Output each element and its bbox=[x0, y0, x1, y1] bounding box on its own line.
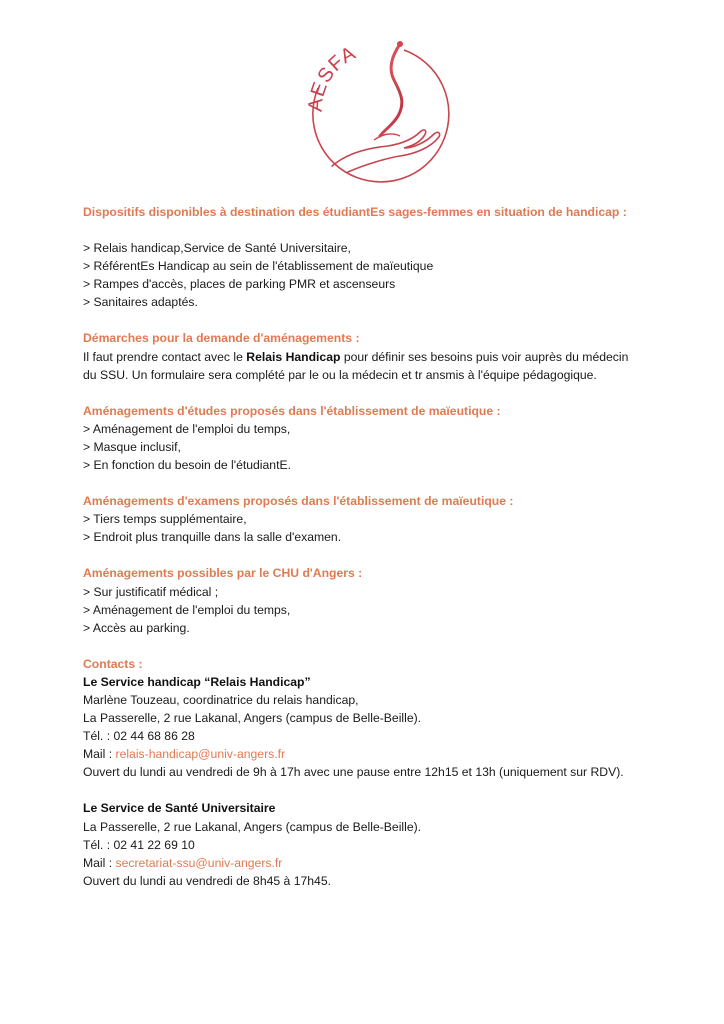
demarches-heading: Démarches pour la demande d'aménagements : bbox=[83, 331, 360, 346]
demarches-text-before: Il faut prendre contact avec le bbox=[83, 349, 247, 364]
relais-service-name: Le Service handicap “Relais Handicap” bbox=[83, 674, 311, 689]
relais-handicap-emphasis: Relais Handicap bbox=[246, 349, 341, 364]
relais-mail-label: Mail : bbox=[83, 747, 116, 762]
list-item: > Endroit plus tranquille dans la salle d'examen. bbox=[83, 530, 342, 545]
relais-email-link[interactable]: relais-handicap@univ-angers.fr bbox=[115, 747, 286, 762]
list-item: > Aménagement de l'emploi du temps, bbox=[83, 602, 291, 617]
ssu-hours: Ouvert du lundi au vendredi de 8h45 à 17h45. bbox=[83, 873, 331, 888]
list-item: > Masque inclusif, bbox=[83, 439, 181, 454]
relais-phone: Tél. : 02 44 68 86 28 bbox=[83, 729, 195, 744]
examens-heading: Aménagements d'examens proposés dans l'établissement de maïeutique : bbox=[83, 494, 514, 509]
demarches-paragraph bbox=[83, 348, 643, 384]
demarches-text-after: pour définir ses besoins puis voir auprès du médecin du SSU. Un formulaire sera complété par le ou la médecin et tr ansmis à l'équipe pédagogique. bbox=[83, 349, 629, 382]
list-item: > Sur justificatif médical ; bbox=[83, 584, 219, 599]
ssu-email-link[interactable]: secretariat-ssu@univ-angers.fr bbox=[115, 855, 283, 870]
ssu-mail-line bbox=[83, 854, 643, 872]
relais-address: La Passerelle, 2 rue Lakanal, Angers (campus de Belle-Beille). bbox=[83, 711, 422, 726]
ssu-service-name: Le Service de Santé Universitaire bbox=[83, 801, 276, 816]
relais-hours: Ouvert du lundi au vendredi de 9h à 17h avec une pause entre 12h15 et 13h (uniquement sur RDV). bbox=[83, 765, 624, 780]
list-item: > En fonction du besoin de l'étudiantE. bbox=[83, 458, 291, 473]
list-item: > Rampes d'accès, places de parking PMR et ascenseurs bbox=[83, 277, 396, 292]
contacts-heading: Contacts : bbox=[83, 656, 143, 671]
relais-person: Marlène Touzeau, coordinatrice du relais handicap, bbox=[83, 692, 359, 707]
relais-mail-line bbox=[83, 745, 643, 763]
aesfa-logo bbox=[296, 36, 456, 192]
logo-text: AESFA bbox=[304, 41, 360, 113]
ssu-address: La Passerelle, 2 rue Lakanal, Angers (campus de Belle-Beille). bbox=[83, 819, 422, 834]
etudes-heading: Aménagements d'études proposés dans l'établissement de maïeutique : bbox=[83, 403, 501, 418]
chu-heading: Aménagements possibles par le CHU d'Angers : bbox=[83, 566, 363, 581]
list-item: > Accès au parking. bbox=[83, 620, 190, 635]
ssu-phone: Tél. : 02 41 22 69 10 bbox=[83, 837, 195, 852]
ssu-mail-label: Mail : bbox=[83, 855, 116, 870]
list-item: > Tiers temps supplémentaire, bbox=[83, 512, 247, 527]
list-item: > RéférentEs Handicap au sein de l'établissement de maïeutique bbox=[83, 259, 434, 274]
svg-text:AESFA bbox=[305, 42, 360, 113]
list-item: > Aménagement de l'emploi du temps, bbox=[83, 421, 291, 436]
list-item: > Sanitaires adaptés. bbox=[83, 295, 198, 310]
list-item: > Relais handicap,Service de Santé Universitaire, bbox=[83, 241, 351, 256]
dispositifs-heading: Dispositifs disponibles à destination des étudiantEs sages-femmes en situation de handicap : bbox=[83, 205, 627, 219]
main-content bbox=[83, 203, 643, 890]
